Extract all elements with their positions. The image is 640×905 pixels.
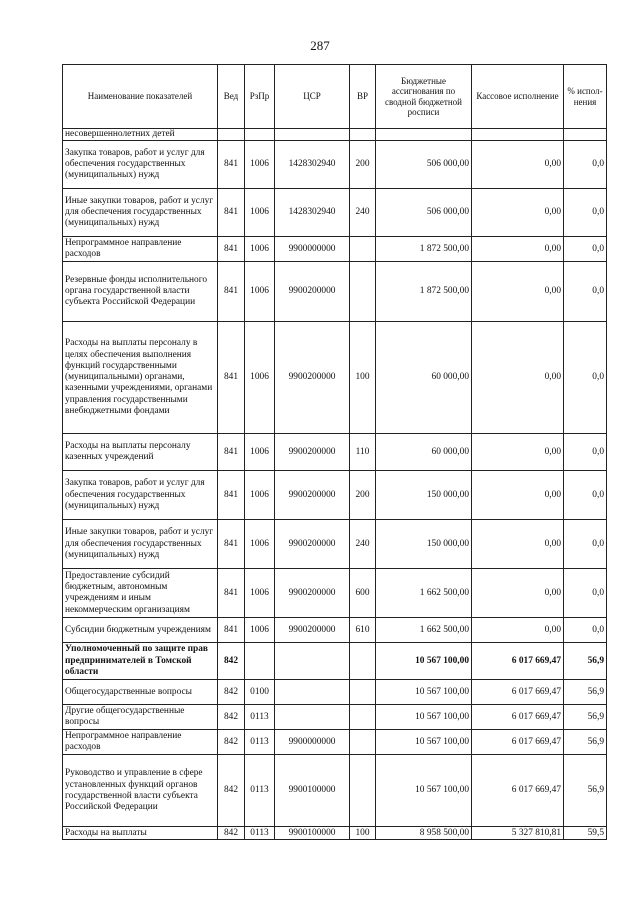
cell-name: Расходы на выплаты персоналу казенных учреждений <box>63 434 218 471</box>
table-row <box>63 569 607 618</box>
cell-csr: 9900200000 <box>275 569 350 618</box>
cell-ved: 842 <box>218 827 245 840</box>
table-row <box>63 262 607 322</box>
cell-rzpr: 0113 <box>245 730 275 755</box>
header-vr: ВР <box>350 65 376 129</box>
cell-rzpr: 0113 <box>245 705 275 730</box>
header-ved: Вед <box>218 65 245 129</box>
cell-ved: 841 <box>218 569 245 618</box>
cell-csr: 9900100000 <box>275 827 350 840</box>
cell-vr: 200 <box>350 141 376 189</box>
cell-budget: 10 567 100,00 <box>376 705 472 730</box>
table-row <box>63 705 607 730</box>
cell-rzpr: 1006 <box>245 471 275 520</box>
cell-cash: 0,00 <box>472 471 564 520</box>
cell-percent: 0,0 <box>564 434 607 471</box>
cell-cash: 0,00 <box>472 434 564 471</box>
cell-budget: 60 000,00 <box>376 434 472 471</box>
cell-cash: 6 017 669,47 <box>472 643 564 680</box>
cell-percent: 0,0 <box>564 141 607 189</box>
cell-percent: 56,9 <box>564 730 607 755</box>
cell-ved: 842 <box>218 680 245 705</box>
table-row <box>63 827 607 840</box>
cell-name: Субсидии бюджетным учреждениям <box>63 618 218 643</box>
cell-ved: 841 <box>218 141 245 189</box>
header-percent: % испол-нения <box>564 65 607 129</box>
cell-ved: 841 <box>218 322 245 434</box>
cell-budget: 60 000,00 <box>376 322 472 434</box>
cell-budget: 1 872 500,00 <box>376 237 472 262</box>
table-row <box>63 237 607 262</box>
cell-csr: 9900000000 <box>275 237 350 262</box>
cell-budget: 8 958 500,00 <box>376 827 472 840</box>
cell-ved: 842 <box>218 730 245 755</box>
cell-csr: 1428302940 <box>275 189 350 237</box>
cell-csr: 9900200000 <box>275 262 350 322</box>
header-csr: ЦСР <box>275 65 350 129</box>
cell-budget: 150 000,00 <box>376 520 472 569</box>
table-row <box>63 680 607 705</box>
cell-vr <box>350 730 376 755</box>
table-row <box>63 129 607 141</box>
cell-budget: 10 567 100,00 <box>376 680 472 705</box>
cell-csr <box>275 643 350 680</box>
cell-cash: 6 017 669,47 <box>472 705 564 730</box>
cell-cash: 6 017 669,47 <box>472 755 564 827</box>
cell-cash: 0,00 <box>472 237 564 262</box>
cell-vr <box>350 705 376 730</box>
cell-vr <box>350 680 376 705</box>
cell-name: Предоставление субсидий бюджетным, автономным учреждениям и иным некоммерческим организациям <box>63 569 218 618</box>
cell-rzpr: 1006 <box>245 434 275 471</box>
table-row <box>63 434 607 471</box>
cell-name: Иные закупки товаров, работ и услуг для обеспечения государственных (муниципальных) нужд <box>63 189 218 237</box>
cell-vr: 240 <box>350 189 376 237</box>
cell-vr: 610 <box>350 618 376 643</box>
cell-vr <box>350 643 376 680</box>
cell-budget: 1 662 500,00 <box>376 569 472 618</box>
cell-name: Иные закупки товаров, работ и услуг для обеспечения государственных (муниципальных) нужд <box>63 520 218 569</box>
header-name: Наименование показателей <box>63 65 218 129</box>
cell-csr: 9900100000 <box>275 755 350 827</box>
table-row <box>63 520 607 569</box>
cell-vr <box>350 755 376 827</box>
cell-cash: 0,00 <box>472 141 564 189</box>
cell-percent: 0,0 <box>564 520 607 569</box>
cell-cash: 0,00 <box>472 520 564 569</box>
cell-name: Непрограммное направление расходов <box>63 730 218 755</box>
cell-budget: 1 872 500,00 <box>376 262 472 322</box>
cell-name: Уполномоченный по защите прав предпринимателей в Томской области <box>63 643 218 680</box>
cell-cash: 6 017 669,47 <box>472 680 564 705</box>
cell-ved: 841 <box>218 237 245 262</box>
cell-rzpr: 1006 <box>245 141 275 189</box>
cell-vr <box>350 237 376 262</box>
cell-rzpr: 1006 <box>245 569 275 618</box>
header-rzpr: РзПр <box>245 65 275 129</box>
cell-ved: 841 <box>218 618 245 643</box>
cell-name: несовершеннолетних детей <box>63 129 218 141</box>
cell-rzpr <box>245 129 275 141</box>
cell-ved: 842 <box>218 643 245 680</box>
cell-budget: 10 567 100,00 <box>376 755 472 827</box>
cell-percent: 0,0 <box>564 471 607 520</box>
cell-ved: 841 <box>218 434 245 471</box>
cell-budget: 150 000,00 <box>376 471 472 520</box>
cell-budget: 506 000,00 <box>376 141 472 189</box>
table-row <box>63 730 607 755</box>
cell-csr: 1428302940 <box>275 141 350 189</box>
cell-percent: 0,0 <box>564 322 607 434</box>
budget-execution-table <box>62 64 607 840</box>
cell-ved: 841 <box>218 189 245 237</box>
cell-percent: 0,0 <box>564 189 607 237</box>
cell-vr: 240 <box>350 520 376 569</box>
cell-percent: 56,9 <box>564 755 607 827</box>
cell-vr: 110 <box>350 434 376 471</box>
cell-csr: 9900200000 <box>275 471 350 520</box>
table-row <box>63 643 607 680</box>
cell-cash <box>472 129 564 141</box>
cell-csr: 9900200000 <box>275 618 350 643</box>
cell-ved: 841 <box>218 471 245 520</box>
cell-rzpr: 1006 <box>245 520 275 569</box>
cell-percent: 56,9 <box>564 705 607 730</box>
table-header-row <box>63 65 607 129</box>
cell-percent: 56,9 <box>564 680 607 705</box>
cell-rzpr: 1006 <box>245 322 275 434</box>
cell-ved <box>218 129 245 141</box>
cell-cash: 5 327 810,81 <box>472 827 564 840</box>
cell-vr <box>350 262 376 322</box>
page-number: 287 <box>310 38 330 53</box>
cell-budget: 10 567 100,00 <box>376 643 472 680</box>
cell-csr <box>275 680 350 705</box>
cell-percent: 0,0 <box>564 262 607 322</box>
table-row <box>63 755 607 827</box>
cell-rzpr: 1006 <box>245 262 275 322</box>
table-body <box>63 129 607 840</box>
cell-cash: 0,00 <box>472 569 564 618</box>
cell-name: Закупка товаров, работ и услуг для обеспечения государственных (муниципальных) нужд <box>63 141 218 189</box>
cell-ved: 841 <box>218 262 245 322</box>
cell-cash: 0,00 <box>472 262 564 322</box>
cell-budget <box>376 129 472 141</box>
table-row <box>63 618 607 643</box>
table-row <box>63 189 607 237</box>
cell-budget: 506 000,00 <box>376 189 472 237</box>
cell-rzpr: 0113 <box>245 755 275 827</box>
cell-name: Общегосударственные вопросы <box>63 680 218 705</box>
cell-rzpr <box>245 643 275 680</box>
cell-rzpr: 1006 <box>245 618 275 643</box>
cell-name: Другие общегосударственные вопросы <box>63 705 218 730</box>
cell-ved: 842 <box>218 755 245 827</box>
header-budget: Бюджетные ассигнования по сводной бюджетной росписи <box>376 65 472 129</box>
cell-name: Непрограммное направление расходов <box>63 237 218 262</box>
cell-name: Расходы на выплаты персоналу в целях обеспечения выполнения функций государственными (муниципальными) органами, казенными учреждениями, органами управления государственными внебюджетными фондами <box>63 322 218 434</box>
cell-budget: 1 662 500,00 <box>376 618 472 643</box>
cell-name: Резервные фонды исполнительного органа государственной власти субъекта Российской Федерации <box>63 262 218 322</box>
cell-rzpr: 0113 <box>245 827 275 840</box>
header-cash: Кассовое исполнение <box>472 65 564 129</box>
cell-vr: 100 <box>350 827 376 840</box>
cell-csr <box>275 129 350 141</box>
cell-vr <box>350 129 376 141</box>
cell-name: Расходы на выплаты <box>63 827 218 840</box>
cell-percent: 0,0 <box>564 237 607 262</box>
cell-rzpr: 0100 <box>245 680 275 705</box>
table-row <box>63 322 607 434</box>
cell-csr: 9900200000 <box>275 520 350 569</box>
cell-percent <box>564 129 607 141</box>
cell-percent: 0,0 <box>564 618 607 643</box>
cell-vr: 200 <box>350 471 376 520</box>
cell-vr: 100 <box>350 322 376 434</box>
table-row <box>63 471 607 520</box>
cell-budget: 10 567 100,00 <box>376 730 472 755</box>
cell-rzpr: 1006 <box>245 189 275 237</box>
cell-percent: 0,0 <box>564 569 607 618</box>
cell-rzpr: 1006 <box>245 237 275 262</box>
cell-cash: 0,00 <box>472 618 564 643</box>
cell-percent: 59,5 <box>564 827 607 840</box>
table-row <box>63 141 607 189</box>
cell-csr <box>275 705 350 730</box>
cell-cash: 6 017 669,47 <box>472 730 564 755</box>
cell-csr: 9900200000 <box>275 322 350 434</box>
cell-csr: 9900200000 <box>275 434 350 471</box>
cell-name: Руководство и управление в сфере установленных функций органов государственной власти субъекта Российской Федерации <box>63 755 218 827</box>
cell-cash: 0,00 <box>472 322 564 434</box>
cell-name: Закупка товаров, работ и услуг для обеспечения государственных (муниципальных) нужд <box>63 471 218 520</box>
cell-csr: 9900000000 <box>275 730 350 755</box>
cell-vr: 600 <box>350 569 376 618</box>
cell-cash: 0,00 <box>472 189 564 237</box>
cell-ved: 841 <box>218 520 245 569</box>
cell-percent: 56,9 <box>564 643 607 680</box>
cell-ved: 842 <box>218 705 245 730</box>
